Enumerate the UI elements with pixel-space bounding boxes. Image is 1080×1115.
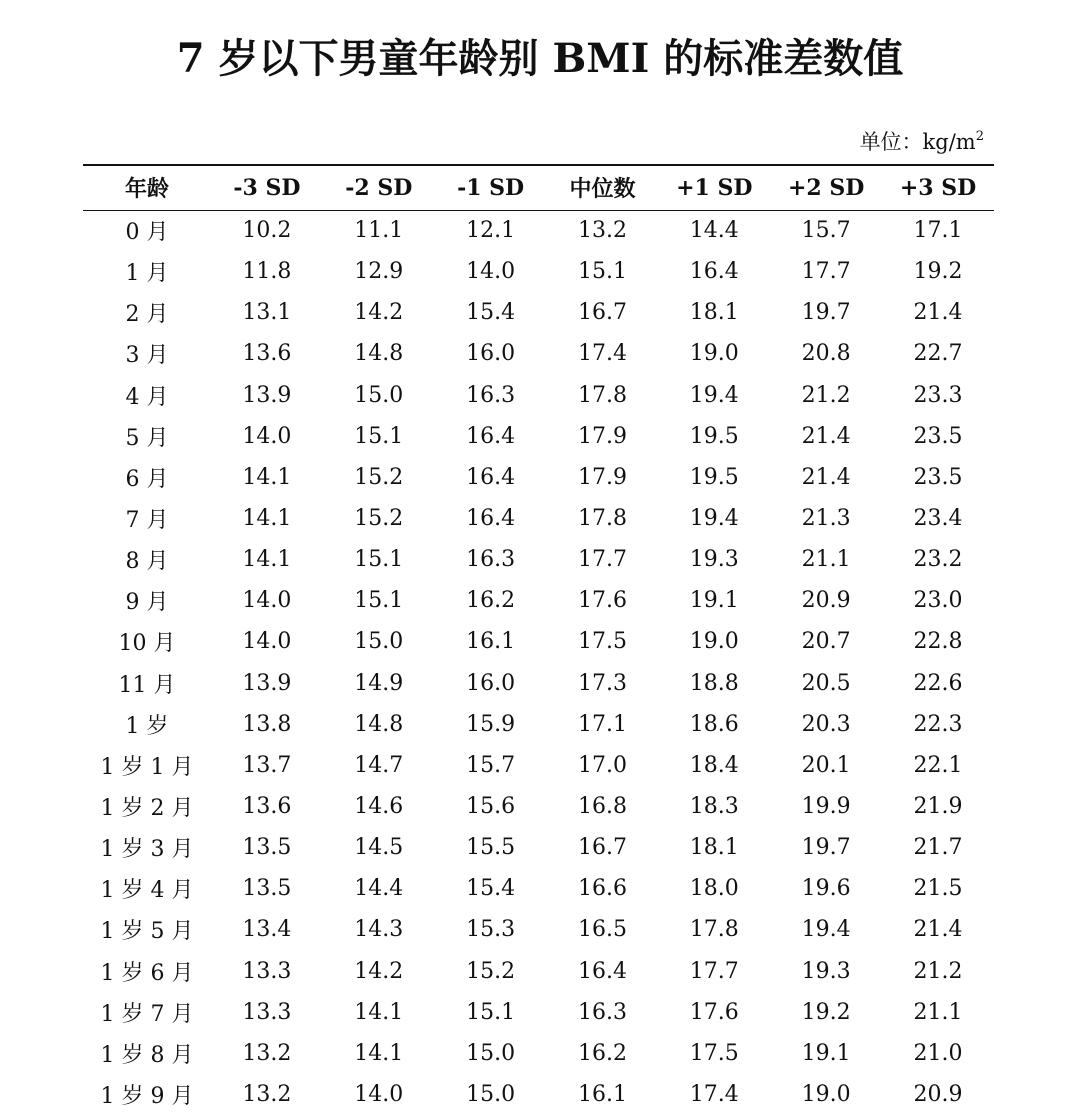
minus-1sd-cell: 15.4: [466, 876, 516, 902]
minus-2sd-cell: 12.9: [354, 259, 404, 285]
minus-2sd-cell: 15.1: [354, 547, 404, 573]
minus-2sd-cell: 15.0: [354, 629, 404, 655]
table-row: [83, 951, 994, 992]
minus-2sd-cell: 15.1: [354, 588, 404, 614]
minus-1sd-cell: 16.1: [466, 629, 516, 655]
plus-1sd-cell: 14.4: [689, 218, 739, 244]
minus-1sd-cell: 15.3: [466, 917, 516, 943]
table-row: [83, 745, 994, 786]
median-cell: 16.5: [577, 917, 627, 943]
plus-1sd-cell: 19.0: [689, 341, 739, 367]
table-row: [83, 292, 994, 333]
plus-3sd-cell: 23.0: [913, 588, 963, 614]
age-cell: 4 月: [125, 384, 169, 410]
plus-2sd-cell: 19.4: [801, 917, 851, 943]
plus-3sd-cell: 23.5: [913, 464, 963, 490]
age-cell: 1 岁 5 月: [100, 919, 194, 945]
plus-1sd-cell: 18.1: [689, 300, 739, 326]
plus-3sd-cell: 22.8: [913, 629, 963, 655]
plus-3sd-cell: 20.9: [913, 1082, 963, 1108]
header-plus-2sd: +2 SD: [770, 165, 882, 210]
plus-3sd-cell: 22.7: [913, 341, 963, 367]
median-cell: 17.8: [577, 506, 627, 532]
median-cell: 16.1: [577, 1082, 627, 1108]
minus-3sd-cell: 13.4: [242, 917, 292, 943]
plus-1sd-cell: 19.1: [689, 588, 739, 614]
plus-1sd-cell: 17.4: [689, 1082, 739, 1108]
plus-3sd-cell: 19.2: [913, 259, 963, 285]
minus-2sd-cell: 15.2: [354, 464, 404, 490]
minus-1sd-cell: 15.9: [466, 711, 516, 737]
plus-2sd-cell: 19.9: [801, 794, 851, 820]
plus-1sd-cell: 18.1: [689, 835, 739, 861]
table-row: [83, 621, 994, 662]
plus-1sd-cell: 19.5: [689, 423, 739, 449]
plus-1sd-cell: 19.4: [689, 506, 739, 532]
plus-3sd-cell: 23.5: [913, 423, 963, 449]
age-cell: 1 岁 3 月: [100, 837, 194, 863]
plus-2sd-cell: 19.7: [801, 835, 851, 861]
minus-3sd-cell: 13.6: [242, 341, 292, 367]
median-cell: 17.4: [577, 341, 627, 367]
plus-2sd-cell: 20.3: [801, 711, 851, 737]
table-row: [83, 663, 994, 704]
minus-2sd-cell: 14.8: [354, 341, 404, 367]
plus-1sd-cell: 19.0: [689, 629, 739, 655]
plus-2sd-cell: 19.7: [801, 300, 851, 326]
plus-3sd-cell: 21.0: [913, 1040, 963, 1066]
table-row: [83, 580, 994, 621]
minus-3sd-cell: 13.6: [242, 794, 292, 820]
minus-1sd-cell: 12.1: [466, 218, 516, 244]
minus-2sd-cell: 15.2: [354, 506, 404, 532]
minus-1sd-cell: 16.2: [466, 588, 516, 614]
minus-1sd-cell: 16.4: [466, 506, 516, 532]
minus-1sd-cell: 15.0: [466, 1082, 516, 1108]
median-cell: 16.7: [577, 835, 627, 861]
plus-2sd-cell: 19.2: [801, 999, 851, 1025]
plus-3sd-cell: 22.6: [913, 670, 963, 696]
table-row: [83, 786, 994, 827]
header-row: [83, 165, 994, 210]
minus-2sd-cell: 14.6: [354, 794, 404, 820]
table-row: [83, 498, 994, 539]
minus-1sd-cell: 15.6: [466, 794, 516, 820]
minus-2sd-cell: 14.2: [354, 958, 404, 984]
table-row: [83, 457, 994, 498]
minus-1sd-cell: 16.3: [466, 382, 516, 408]
minus-1sd-cell: 15.7: [466, 752, 516, 778]
plus-2sd-cell: 17.7: [801, 259, 851, 285]
age-cell: 6 月: [125, 466, 169, 492]
plus-2sd-cell: 21.3: [801, 506, 851, 532]
minus-3sd-cell: 14.0: [242, 588, 292, 614]
plus-3sd-cell: 21.4: [913, 917, 963, 943]
unit-label: [860, 128, 984, 156]
plus-2sd-cell: 20.5: [801, 670, 851, 696]
minus-2sd-cell: 14.3: [354, 917, 404, 943]
table-row: [83, 1033, 994, 1074]
median-cell: 17.7: [577, 547, 627, 573]
age-cell: 3 月: [125, 343, 169, 369]
minus-2sd-cell: 15.1: [354, 423, 404, 449]
median-cell: 16.2: [577, 1040, 627, 1066]
age-cell: 5 月: [125, 425, 169, 451]
minus-3sd-cell: 13.7: [242, 752, 292, 778]
minus-1sd-cell: 15.1: [466, 999, 516, 1025]
header-plus-3sd: +3 SD: [882, 165, 994, 210]
plus-3sd-cell: 23.2: [913, 547, 963, 573]
plus-3sd-cell: 22.3: [913, 711, 963, 737]
minus-2sd-cell: 14.9: [354, 670, 404, 696]
plus-2sd-cell: 21.4: [801, 423, 851, 449]
plus-3sd-cell: 22.1: [913, 752, 963, 778]
minus-2sd-cell: 11.1: [354, 218, 404, 244]
minus-1sd-cell: 15.4: [466, 300, 516, 326]
age-cell: 1 岁 6 月: [100, 960, 194, 986]
table-row: [83, 251, 994, 292]
median-cell: 16.7: [577, 300, 627, 326]
plus-1sd-cell: 18.6: [689, 711, 739, 737]
age-cell: 7 月: [125, 508, 169, 534]
median-cell: 17.1: [577, 711, 627, 737]
median-cell: 17.9: [577, 464, 627, 490]
plus-2sd-cell: 20.8: [801, 341, 851, 367]
table-row: [83, 909, 994, 950]
minus-3sd-cell: 13.8: [242, 711, 292, 737]
minus-2sd-cell: 14.1: [354, 1040, 404, 1066]
plus-3sd-cell: 21.7: [913, 835, 963, 861]
plus-3sd-cell: 21.2: [913, 958, 963, 984]
minus-1sd-cell: 16.0: [466, 670, 516, 696]
bmi-table-container: [83, 164, 994, 1115]
minus-3sd-cell: 10.2: [242, 218, 292, 244]
minus-3sd-cell: 13.3: [242, 999, 292, 1025]
bmi-sd-table: [83, 164, 994, 1115]
median-cell: 16.3: [577, 999, 627, 1025]
plus-2sd-cell: 20.7: [801, 629, 851, 655]
minus-3sd-cell: 13.2: [242, 1082, 292, 1108]
median-cell: 16.8: [577, 794, 627, 820]
table-row: [83, 992, 994, 1033]
plus-1sd-cell: 17.7: [689, 958, 739, 984]
minus-1sd-cell: 16.3: [466, 547, 516, 573]
age-cell: 8 月: [125, 549, 169, 575]
table-body: [83, 210, 994, 1115]
age-cell: 1 岁 2 月: [100, 796, 194, 822]
age-cell: 2 月: [125, 302, 169, 328]
minus-2sd-cell: 14.1: [354, 999, 404, 1025]
page-title: 7 岁以下男童年龄别 BMI 的标准差数值: [176, 34, 904, 82]
plus-3sd-cell: 21.5: [913, 876, 963, 902]
table-row: [83, 704, 994, 745]
age-cell: 1 岁 1 月: [100, 754, 194, 780]
table-row: [83, 868, 994, 909]
plus-1sd-cell: 17.8: [689, 917, 739, 943]
plus-2sd-cell: 19.3: [801, 958, 851, 984]
plus-1sd-cell: 17.5: [689, 1040, 739, 1066]
minus-2sd-cell: 14.8: [354, 711, 404, 737]
minus-2sd-cell: 14.5: [354, 835, 404, 861]
plus-3sd-cell: 23.3: [913, 382, 963, 408]
plus-1sd-cell: 18.0: [689, 876, 739, 902]
median-cell: 17.9: [577, 423, 627, 449]
age-cell: 0 月: [125, 220, 169, 246]
minus-3sd-cell: 13.9: [242, 382, 292, 408]
header-age: 年龄: [83, 165, 211, 210]
table-row: [83, 375, 994, 416]
age-cell: 1 月: [125, 261, 169, 287]
table-row: [83, 333, 994, 374]
minus-3sd-cell: 13.3: [242, 958, 292, 984]
plus-2sd-cell: 19.0: [801, 1082, 851, 1108]
minus-3sd-cell: 14.1: [242, 506, 292, 532]
minus-1sd-cell: 16.4: [466, 464, 516, 490]
age-cell: 9 月: [125, 590, 169, 616]
median-cell: 17.5: [577, 629, 627, 655]
plus-2sd-cell: 20.9: [801, 588, 851, 614]
unit-text: 单位：kg/m: [859, 130, 976, 154]
table-row: [83, 1074, 994, 1115]
minus-1sd-cell: 14.0: [466, 259, 516, 285]
minus-3sd-cell: 14.0: [242, 423, 292, 449]
plus-1sd-cell: 16.4: [689, 259, 739, 285]
minus-1sd-cell: 16.0: [466, 341, 516, 367]
plus-2sd-cell: 15.7: [801, 218, 851, 244]
minus-3sd-cell: 11.8: [242, 259, 292, 285]
plus-1sd-cell: 19.5: [689, 464, 739, 490]
header-median: 中位数: [547, 165, 659, 210]
minus-3sd-cell: 13.1: [242, 300, 292, 326]
minus-2sd-cell: 15.0: [354, 382, 404, 408]
plus-1sd-cell: 18.8: [689, 670, 739, 696]
median-cell: 17.6: [577, 588, 627, 614]
minus-3sd-cell: 13.5: [242, 876, 292, 902]
minus-1sd-cell: 15.0: [466, 1040, 516, 1066]
header-minus-1sd: -1 SD: [435, 165, 547, 210]
minus-1sd-cell: 15.5: [466, 835, 516, 861]
age-cell: 1 岁 7 月: [100, 1001, 194, 1027]
plus-3sd-cell: 21.1: [913, 999, 963, 1025]
plus-2sd-cell: 21.4: [801, 464, 851, 490]
table-header: [83, 165, 994, 210]
minus-1sd-cell: 15.2: [466, 958, 516, 984]
plus-1sd-cell: 19.4: [689, 382, 739, 408]
minus-3sd-cell: 13.9: [242, 670, 292, 696]
table-row: [83, 416, 994, 457]
minus-3sd-cell: 14.1: [242, 547, 292, 573]
minus-2sd-cell: 14.0: [354, 1082, 404, 1108]
minus-3sd-cell: 14.1: [242, 464, 292, 490]
plus-2sd-cell: 19.6: [801, 876, 851, 902]
plus-3sd-cell: 21.4: [913, 300, 963, 326]
minus-2sd-cell: 14.7: [354, 752, 404, 778]
plus-2sd-cell: 21.2: [801, 382, 851, 408]
median-cell: 15.1: [577, 259, 627, 285]
age-cell: 1 岁 8 月: [100, 1042, 194, 1068]
median-cell: 17.0: [577, 752, 627, 778]
median-cell: 17.3: [577, 670, 627, 696]
plus-1sd-cell: 19.3: [689, 547, 739, 573]
table-row: [83, 210, 994, 251]
table-row: [83, 539, 994, 580]
plus-3sd-cell: 23.4: [913, 506, 963, 532]
median-cell: 13.2: [577, 218, 627, 244]
minus-3sd-cell: 13.5: [242, 835, 292, 861]
header-minus-2sd: -2 SD: [323, 165, 435, 210]
plus-1sd-cell: 18.4: [689, 752, 739, 778]
minus-3sd-cell: 13.2: [242, 1040, 292, 1066]
age-cell: 1 岁: [125, 713, 169, 739]
age-cell: 10 月: [118, 631, 176, 657]
plus-1sd-cell: 17.6: [689, 999, 739, 1025]
age-cell: 1 岁 9 月: [100, 1084, 194, 1110]
minus-2sd-cell: 14.4: [354, 876, 404, 902]
unit-superscript: 2: [975, 129, 984, 144]
age-cell: 11 月: [118, 672, 176, 698]
minus-3sd-cell: 14.0: [242, 629, 292, 655]
plus-3sd-cell: 17.1: [913, 218, 963, 244]
median-cell: 16.4: [577, 958, 627, 984]
table-row: [83, 827, 994, 868]
age-cell: 1 岁 4 月: [100, 878, 194, 904]
median-cell: 17.8: [577, 382, 627, 408]
plus-1sd-cell: 18.3: [689, 794, 739, 820]
median-cell: 16.6: [577, 876, 627, 902]
minus-2sd-cell: 14.2: [354, 300, 404, 326]
plus-2sd-cell: 19.1: [801, 1040, 851, 1066]
plus-3sd-cell: 21.9: [913, 794, 963, 820]
plus-2sd-cell: 21.1: [801, 547, 851, 573]
minus-1sd-cell: 16.4: [466, 423, 516, 449]
header-plus-1sd: +1 SD: [658, 165, 770, 210]
plus-2sd-cell: 20.1: [801, 752, 851, 778]
header-minus-3sd: -3 SD: [211, 165, 323, 210]
